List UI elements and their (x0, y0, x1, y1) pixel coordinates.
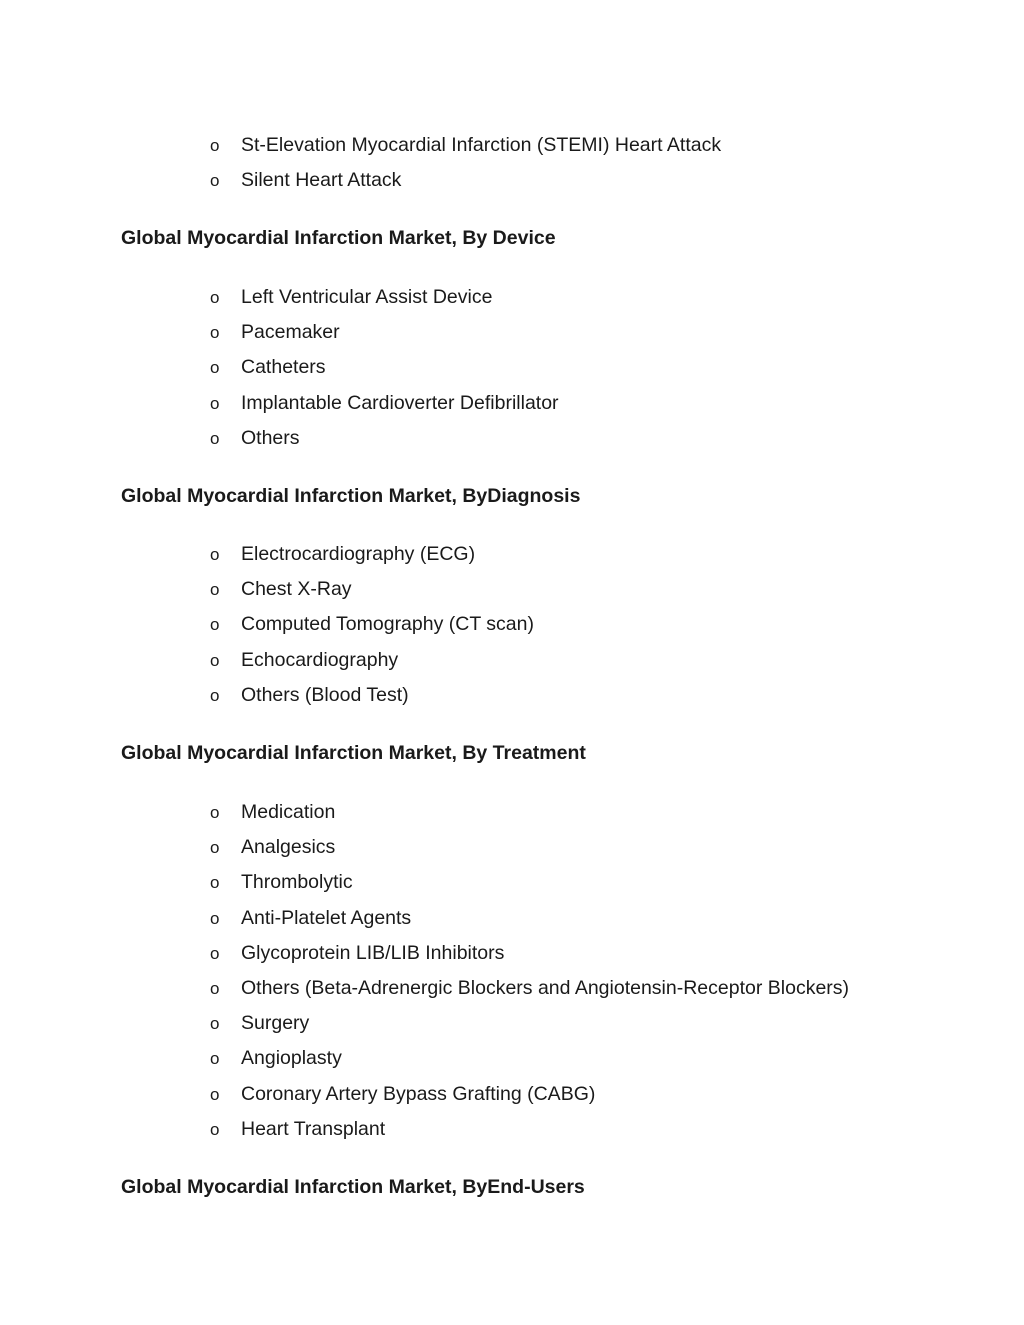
section-heading-end-users: Global Myocardial Infarction Market, ByEnd-Users (121, 1176, 585, 1198)
section-heading-device: Global Myocardial Infarction Market, By Device (121, 227, 556, 249)
list-item-text: Chest X-Ray (241, 578, 352, 601)
list-item-text: Others (241, 426, 300, 449)
bullet-icon: o (210, 908, 220, 928)
bullet-icon: o (210, 393, 220, 413)
bullet-icon: o (210, 1119, 220, 1139)
list-item-text: Catheters (241, 356, 326, 379)
list-item-text: Echocardiography (241, 648, 399, 671)
list-item-text: Surgery (241, 1012, 310, 1035)
list-item-text: Silent Heart Attack (241, 169, 402, 192)
bullet-icon: o (210, 1014, 220, 1034)
bullet-icon: o (210, 171, 220, 191)
list-item-text: Anti-Platelet Agents (241, 906, 412, 929)
list-item-text: Others (Beta-Adrenergic Blockers and Angiotensin-Receptor Blockers) (241, 976, 850, 999)
bullet-icon: o (210, 650, 220, 670)
list-item-text: Others (Blood Test) (241, 683, 409, 706)
list-item-text: Analgesics (241, 836, 336, 859)
section-heading-diagnosis: Global Myocardial Infarction Market, ByDiagnosis (121, 485, 581, 507)
bullet-icon: o (210, 358, 220, 378)
bullet-icon: o (210, 838, 220, 858)
bullet-icon: o (210, 136, 220, 155)
bullet-icon: o (210, 580, 220, 600)
bullet-icon: o (210, 1084, 220, 1104)
list-item-text: Coronary Artery Bypass Grafting (CABG) (241, 1082, 596, 1105)
bullet-icon: o (210, 1049, 220, 1069)
list-item-text: Heart Transplant (241, 1117, 386, 1140)
bullet-icon: o (210, 545, 220, 564)
bullet-icon: o (210, 428, 220, 448)
bullet-icon: o (210, 685, 220, 705)
list-item-text: Thrombolytic (241, 871, 353, 894)
list-item-text: Left Ventricular Assist Device (241, 286, 493, 308)
list-item-text: Medication (241, 801, 336, 823)
list-item-text: Computed Tomography (CT scan) (241, 613, 534, 636)
bullet-icon: o (210, 943, 220, 963)
list-item-text: Pacemaker (241, 321, 340, 344)
bullet-icon: o (210, 873, 220, 893)
list-item-text: Angioplasty (241, 1047, 342, 1070)
list-item-text: St-Elevation Myocardial Infarction (STEMI) Heart Attack (241, 134, 722, 156)
list-item-text: Implantable Cardioverter Defibrillator (241, 391, 559, 414)
list-item-text: Glycoprotein LIB/LIB Inhibitors (241, 941, 505, 964)
list-item-text: Electrocardiography (ECG) (241, 543, 476, 565)
bullet-icon: o (210, 978, 220, 998)
bullet-icon: o (210, 803, 220, 822)
bullet-icon: o (210, 615, 220, 635)
bullet-icon: o (210, 323, 220, 343)
bullet-icon: o (210, 288, 220, 307)
section-heading-treatment: Global Myocardial Infarction Market, By Treatment (121, 742, 586, 764)
